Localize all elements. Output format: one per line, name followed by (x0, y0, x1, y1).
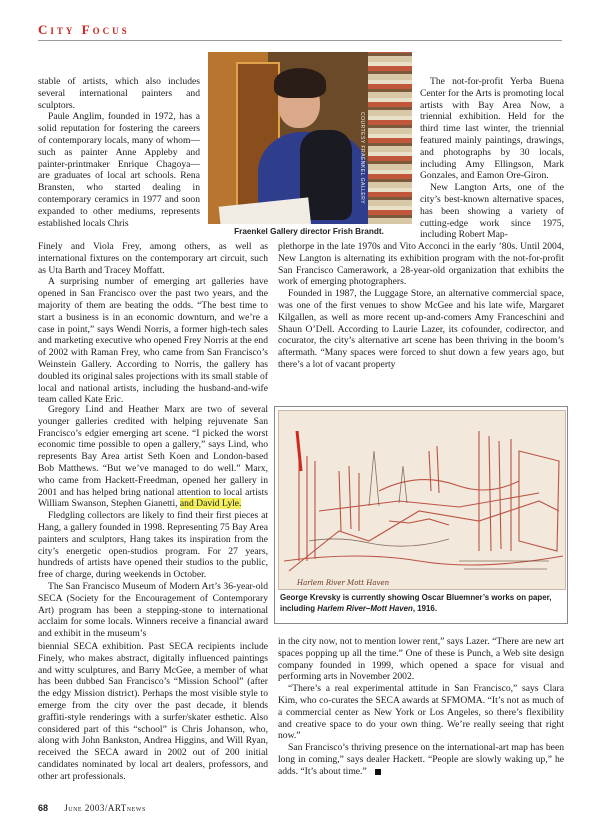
paragraph: Fledgling collectors are likely to find their first pieces at Hang, a gallery founded in 1998. Representing 75 Bay Area painters and sculptors, Hang takes its inspiration from the city’s energetic open-studios program. For 27 years, hundreds of artists have opened their studios to the public, free of charge, during weekends in October. (38, 510, 268, 581)
issue-info: June 2003/ARTnews (64, 803, 146, 813)
column-left-lower (38, 404, 268, 640)
end-mark (375, 769, 381, 775)
column-left-bottom (38, 641, 268, 783)
column-right-top (420, 76, 564, 241)
photo1-caption: Fraenkel Gallery director Frish Brandt. (234, 227, 384, 236)
bookshelf (368, 52, 412, 224)
column-right-bottom (278, 636, 564, 778)
paragraph: The not-for-profit Yerba Buena Center for the Arts is promoting local artists with Bay Area Now, a triennial exhibition. Held for the third time last winter, the triennial featured mainly paintings, drawings, and photographs by 30 locals, including Amy Ellingson, Mark Gonzales, and Eamon Ore-Giron. (420, 76, 564, 182)
paragraph: in the city now, not to mention lower rent,” says Lazer. “There are new art spaces popping up all the time.” One of these is Punch, a Web site design company founded in 1999, which opened a space for visual and performing arts in November 2002. (278, 636, 564, 683)
page-number: 68 (38, 803, 49, 813)
highlighted-text: and David Lyle. (179, 498, 242, 510)
gallery-director-photo (208, 52, 412, 224)
column-left-middle (38, 241, 268, 406)
paragraph: New Langton Arts, one of the city’s best-known alternative spaces, has been showing a variety of cutting-edge work since 1975, including Robert Map- (420, 182, 564, 241)
artwork-sketch (278, 410, 566, 590)
paragraph: biennial SECA exhibition. Past SECA recipients include Finely, who makes abstract, digitally influenced paintings and witty sculptures, and Barry McGee, a member of what has been dubbed San Francisco’s “Mission School” (after the edgy Mission district). Perhaps the most visible style to emerge from the city over the past decade, it blends graffiti-style renderings with a surfer/skater esthetic. Also considered part of this “school” is Chris Johanson, who, along with John Bankston, Andrea Higgins, and Will Ryan, received the SECA award in 2002 out of 200 initial candidates nominated by local art dealers, professors, and other art professionals. (38, 641, 268, 782)
paragraph: Finely and Viola Frey, among others, as well as international fixtures on the contemporary art circuit, such as Uta Barth and Tracey Moffatt. (38, 241, 268, 276)
sketch-inscription: Harlem River Mott Haven (297, 579, 390, 587)
paragraph: San Francisco’s thriving presence on the international-art map has been long in coming,” says dealer Hackett. “People are slowly waking up,” he adds. “It’s about time.” (278, 742, 564, 777)
page-footer (38, 803, 146, 813)
paragraph: A surprising number of emerging art galleries have opened in San Francisco over the past two years, and the majority of them are beating the odds. “The best time to start a business is in an economic downturn, and we’re a case in point,” says Wendi Norris, a former high-tech sales and marketing executive who opened Frey Norris at the end of 2002 with Raman Frey, who came from San Francisco’s Weinstein Gallery. According to Norris, the gallery has doubled its original sales projections with its small stable of local and national artists, including the husband-and-wife team called Kate Eric. (38, 276, 268, 406)
sketch-illustration (279, 411, 565, 589)
paragraph: The San Francisco Museum of Modern Art’s 36-year-old SECA (Society for the Encouragement of Contemporary Art) program has been a stepping-stone to international acclaim for some locals. Winners receive a financial award and exhibit in the museum’s (38, 580, 268, 640)
section-title: City Focus (38, 22, 130, 37)
header-rule (38, 40, 562, 41)
paragraph: “There’s a real experimental attitude in San Francisco,” says Clara Kim, who co-curates the SECA awards at SFMOMA. “It’s not as much of a commercial center as New York or Los Angeles, so there’s flexibility and creative space to do your own thing. We’re really seeing that right now.” (278, 683, 564, 742)
photo2-caption: George Krevsky is currently showing Oscar Bluemner’s works on paper, including Harlem River–Mott Haven, 1916. (280, 593, 552, 613)
paragraph: Founded in 1987, the Luggage Store, an alternative commercial space, was one of the first venues to show McGee and his late wife, Margaret Kilgallen, as well as more recent up-and-comers Amy Franceschini and Shaun O’Dell. According to Laurie Lazer, its cofounder, codirector, and cocurator, the city’s alternative art scene has been thriving in the boom’s aftermath. “Many spaces were forced to shut down a few years ago, but there’s a lot of vacant property (278, 288, 564, 370)
paragraph: Gregory Lind and Heather Marx are two of several younger galleries credited with helping rejuvenate San Francisco’s edgier emerging art scene. “I picked the worst economic time possible to open a gallery,” says Lind, who represents Bay Area artist Seth Koen and London-based Bob Matthews. “But we’ve managed to do well.” Marx, who came from Hackett-Freedman, opened her gallery in 2001 and has helped bring national attention to local artists William Swanson, Stephen Gianetti, and David Lyle. (38, 404, 268, 510)
column-left-top (38, 76, 200, 229)
paragraph: Paule Anglim, founded in 1972, has a solid reputation for fostering the careers of contemporary locals, many of whom—such as painter Anne Appleby and painter-printmaker Enrique Chagoya—are graduates of local art schools. Rena Bransten, who started dealing in contemporary ceramics in 1977 and soon expanded to other mediums, represents established locals Chris (38, 111, 200, 229)
paragraph: plethorpe in the late 1970s and Vito Acconci in the early ’80s. Until 2004, New Langton is alternating its exhibition program with the not-for-profit San Francisco Camerawork, a 28-year-old organization that exhibits the work of emerging photographers. (278, 241, 564, 288)
paragraph: stable of artists, which also includes several international painters and sculptors. (38, 76, 200, 111)
photo-credit: COURTESY FRAENKEL GALLERY (359, 112, 365, 205)
column-right-middle (278, 241, 564, 371)
